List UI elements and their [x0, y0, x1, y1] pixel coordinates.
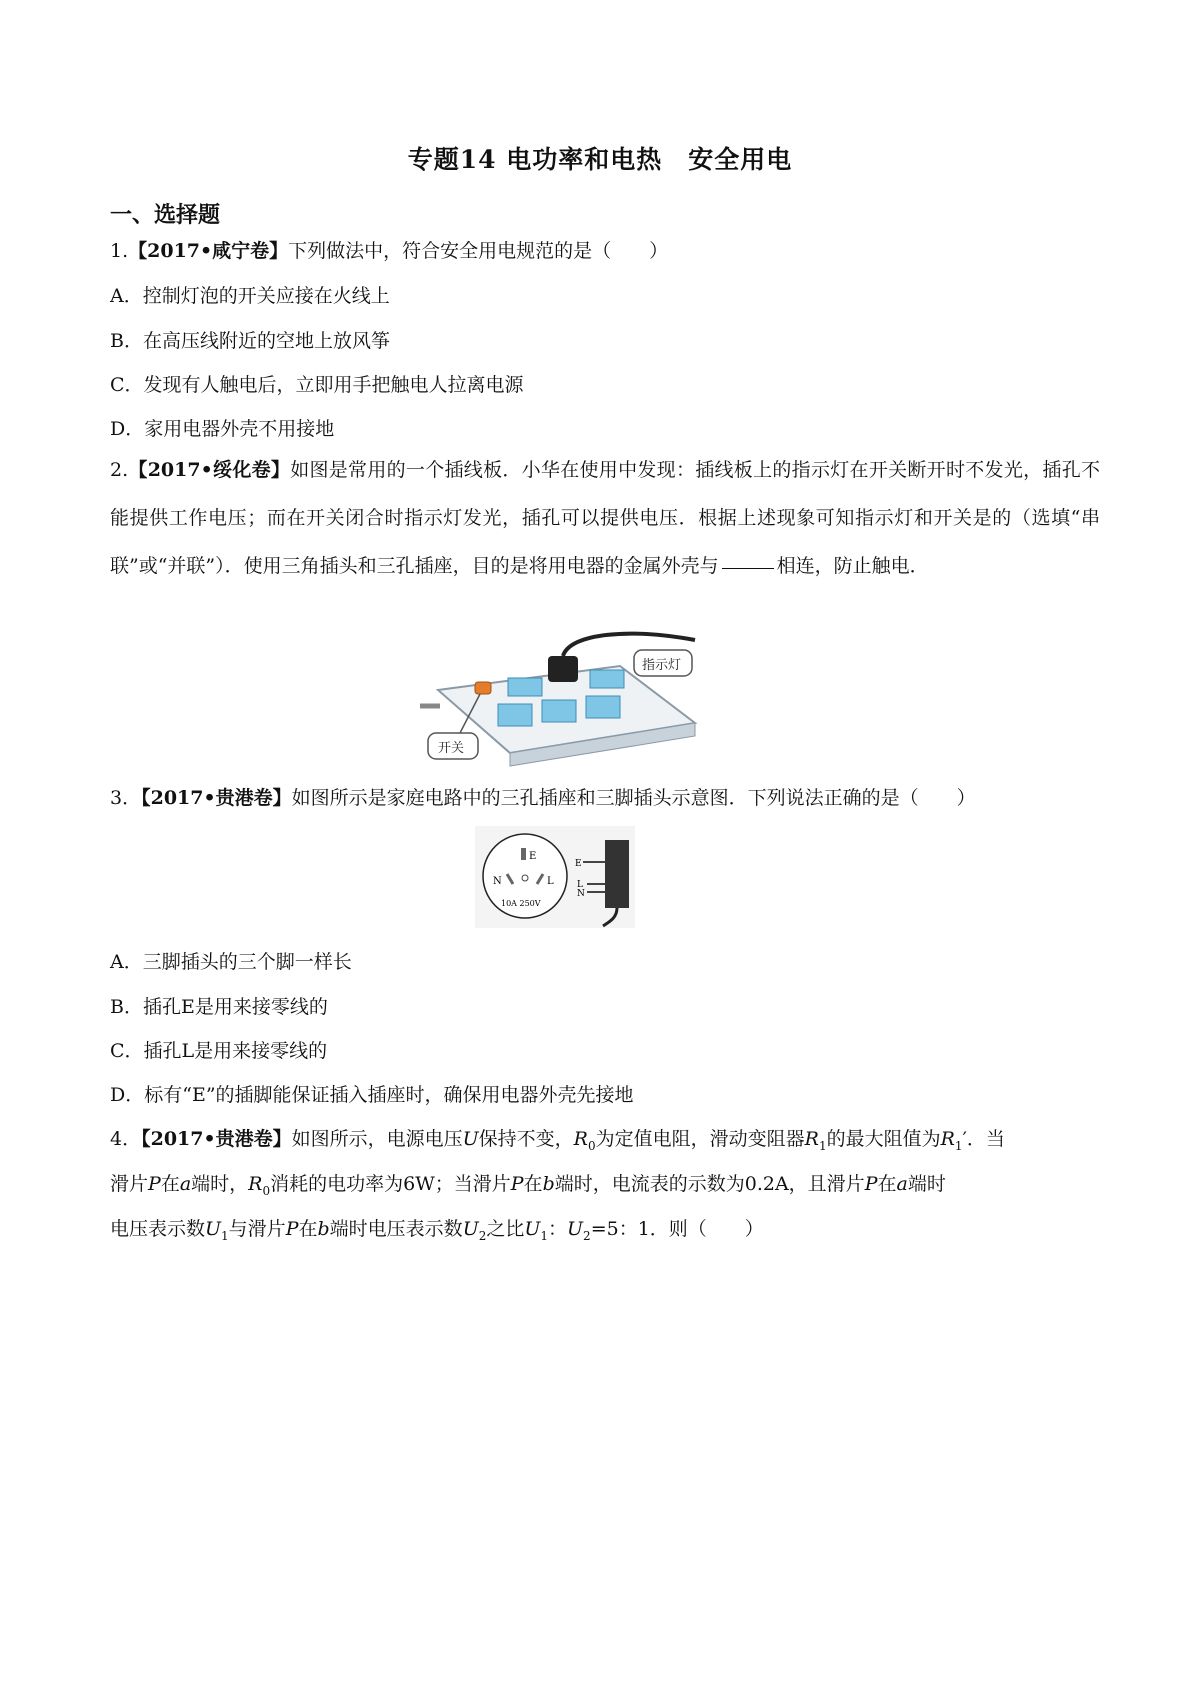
q4-text: 在: [160, 1173, 180, 1195]
q3-option-a: A．三脚插头的三个脚一样长: [110, 951, 352, 973]
q1-option-b: B．在高压线附近的空地上放风筝: [110, 330, 390, 352]
subscript: 0: [262, 1183, 271, 1198]
var-a: a: [179, 1173, 192, 1195]
q2-text-a: 如图是常用的一个插线板．小华在使用中发现：插线板上的指示灯在开关断开时不发光，插孔不能提供工作电压；而在开关闭合时指示灯发光，插孔可以提供电压．根据上述现象可知指示灯和开关是的（选填“串联”或“并联”）．使用三角插头和三孔插座，目的是将用电器的金属外壳与: [110, 459, 1100, 577]
q4-text: 如图所示，电源电压: [291, 1128, 463, 1150]
q4-text: 在: [877, 1173, 897, 1195]
subscript: 1: [818, 1138, 827, 1153]
indicator-label: 指示灯: [642, 658, 682, 673]
q3-option-b: B．插孔E是用来接零线的: [110, 996, 328, 1018]
q4-text: 端时: [907, 1173, 946, 1195]
q3-number: 3．: [110, 787, 142, 809]
subscript: 1: [221, 1228, 229, 1243]
q1-text: 下列做法中，符合安全用电规范的是（ ）: [288, 240, 669, 262]
q4-line-2: [110, 1169, 946, 1198]
var-b: b: [317, 1218, 330, 1240]
q4-text: 消耗的电功率为6W；当滑片: [270, 1173, 511, 1195]
q4-text: 在: [523, 1173, 543, 1195]
q2-text-b: 相连，防止触电．: [776, 555, 929, 577]
q3-text: 如图所示是家庭电路中的三孔插座和三脚插头示意图．下列说法正确的是（ ）: [291, 787, 976, 809]
subscript: 2: [478, 1228, 487, 1243]
var-a: a: [896, 1173, 908, 1195]
q1-stem: [110, 236, 668, 263]
plug-icon: [548, 656, 578, 682]
q4-text: 端时，: [191, 1173, 249, 1195]
var-u: U: [567, 1218, 584, 1240]
q1-number: 1.: [110, 240, 129, 262]
socket-icon: [586, 696, 620, 718]
q4-text: 电压表示数: [110, 1218, 206, 1240]
q4-number: 4．: [110, 1128, 142, 1150]
hole-e-icon: [521, 848, 526, 860]
subscript: 1: [540, 1228, 549, 1243]
q4-text: ：: [548, 1218, 568, 1240]
plug-body-icon: [605, 840, 629, 908]
pin-n-label: N: [577, 889, 585, 899]
q1-source: 【2017•咸宁卷】: [128, 240, 289, 262]
var-u: U: [205, 1218, 222, 1240]
q4-line-1: [110, 1124, 1005, 1153]
var-r: R: [248, 1173, 263, 1195]
q1-option-d: D．家用电器外壳不用接地: [110, 418, 335, 440]
pin-l-label: L: [577, 880, 583, 890]
subscript: 0: [587, 1138, 596, 1153]
var-p: P: [510, 1173, 524, 1195]
q1-option-a: A．控制灯泡的开关应接在火线上: [110, 285, 390, 307]
hole-n-label: N: [493, 876, 502, 887]
var-p: P: [864, 1173, 878, 1195]
subscript: 2: [583, 1228, 591, 1243]
var-r: R: [940, 1128, 955, 1150]
q2-stem: [110, 446, 1100, 590]
var-b: b: [542, 1173, 555, 1195]
q4-text: ′．当: [962, 1128, 1005, 1150]
q3-stem: [110, 783, 976, 810]
section-heading: 一、选择题: [110, 202, 221, 228]
q4-text: 与滑片: [228, 1218, 286, 1240]
var-p: P: [285, 1218, 299, 1240]
var-r: R: [804, 1128, 819, 1150]
power-strip-figure: [420, 628, 700, 768]
hole-e-label: E: [529, 851, 537, 862]
q2-answer-blank: [722, 567, 774, 569]
socket-icon: [542, 700, 576, 722]
q4-text: =5：1．则（ ）: [590, 1218, 764, 1240]
switch-label: 开关: [438, 741, 465, 756]
var-u: U: [462, 1128, 479, 1150]
q4-text: 的最大阻值为: [826, 1128, 941, 1150]
subscript: 1: [954, 1138, 963, 1153]
q4-text: 端时，电流表的示数为0.2A，且滑片: [554, 1173, 865, 1195]
q3-source: 【2017•贵港卷】: [141, 787, 292, 809]
q2-number: 2.: [110, 459, 129, 481]
q4-line-3: [110, 1214, 764, 1243]
q3-option-d: D．标有“E”的插脚能保证插入插座时，确保用电器外壳先接地: [110, 1084, 634, 1106]
q4-text: 滑片: [110, 1173, 149, 1195]
q4-source: 【2017•贵港卷】: [141, 1128, 292, 1150]
var-r: R: [573, 1128, 588, 1150]
q2-source: 【2017•绥化卷】: [128, 459, 291, 481]
q4-text: 保持不变，: [478, 1128, 574, 1150]
var-u: U: [462, 1218, 479, 1240]
var-u: U: [524, 1218, 541, 1240]
q4-text: 在: [298, 1218, 318, 1240]
orange-switch-icon: [475, 682, 491, 694]
q4-text: 之比: [486, 1218, 525, 1240]
q4-text: 端时电压表示数: [329, 1218, 463, 1240]
page-title: 专题14 电功率和电热 安全用电: [407, 145, 793, 174]
socket-icon: [508, 678, 542, 696]
socket-icon: [498, 704, 532, 726]
q1-option-c: C．发现有人触电后，立即用手把触电人拉离电源: [110, 374, 524, 396]
socket-plug-figure: [475, 826, 635, 928]
pin-e-label: E: [575, 859, 582, 869]
hole-l-label: L: [547, 876, 554, 887]
q3-option-c: C．插孔L是用来接零线的: [110, 1040, 328, 1062]
rating-label: 10A 250V: [501, 899, 541, 908]
q4-text: 为定值电阻，滑动变阻器: [595, 1128, 805, 1150]
var-p: P: [148, 1173, 161, 1195]
socket-icon: [590, 670, 624, 688]
